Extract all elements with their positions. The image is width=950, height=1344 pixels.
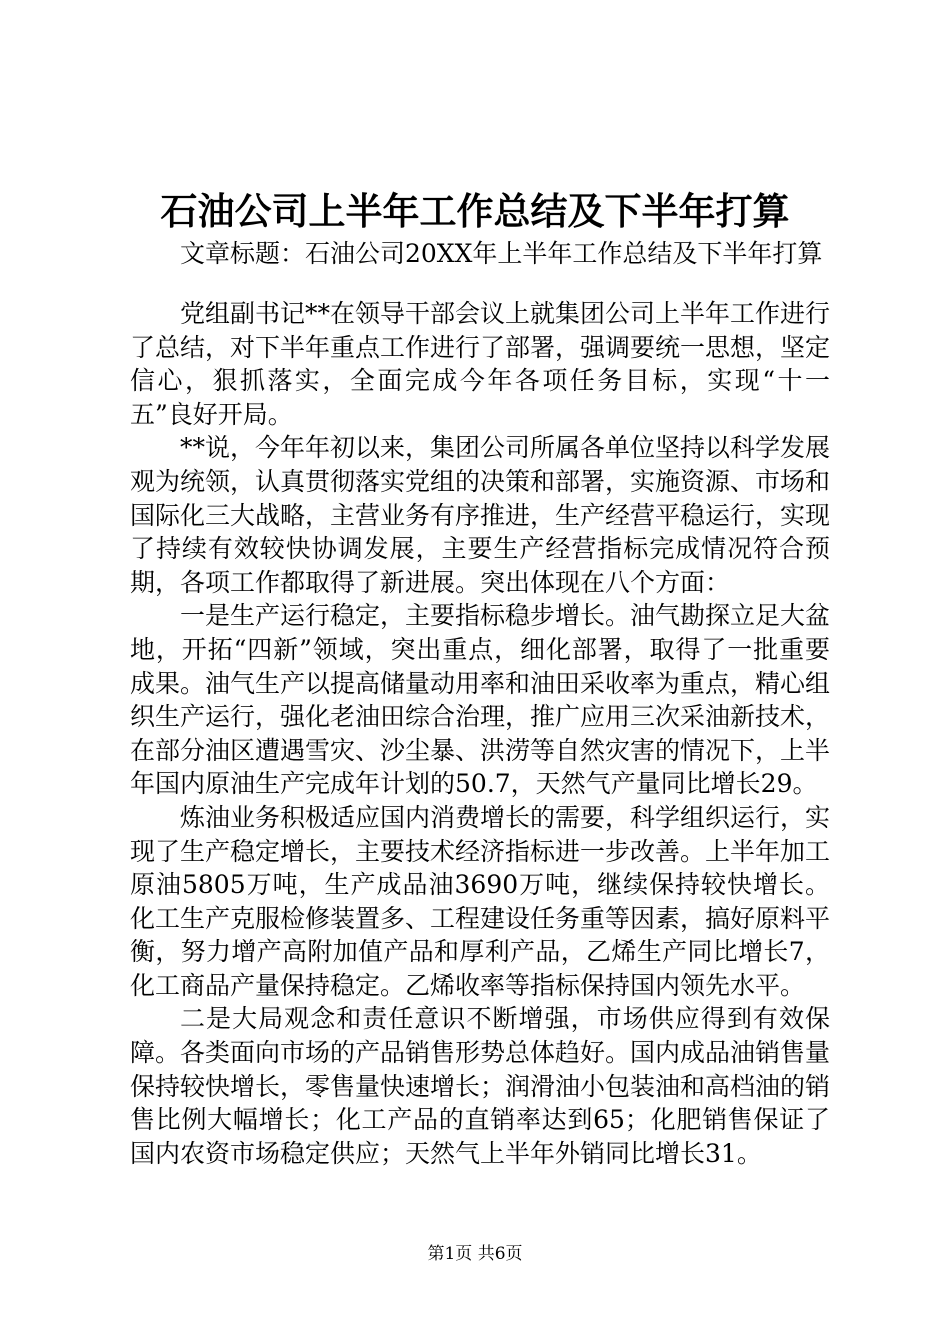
paragraph: 二是大局观念和责任意识不断增强，市场供应得到有效保障。各类面向市场的产品销售形势总体趋好。国内成品油销售量保持较快增长，零售量快速增长；润滑油小包装油和高档油的销售比例大幅增长；化工产品的直销率达到65；化肥销售保证了国内农资市场稳定供应；天然气上半年外销同比增长31。 [130,1004,831,1168]
paragraph: 党组副书记**在领导干部会议上就集团公司上半年工作进行了总结，对下半年重点工作进行了部署，强调要统一思想，坚定信心，狠抓落实，全面完成今年各项任务目标，实现“十一五”良好开局。 [130,299,831,429]
article-subtitle: 文章标题：石油公司20XX年上半年工作总结及下半年打算 [180,239,823,268]
document-title: 石油公司上半年工作总结及下半年打算 [160,189,790,233]
paragraph: 一是生产运行稳定，主要指标稳步增长。油气勘探立足大盆地，开拓“四新”领域，突出重点，细化部署，取得了一批重要成果。油气生产以提高储量动用率和油田采收率为重点，精心组织生产运行，强化老油田综合治理，推广应用三次采油新技术，在部分油区遭遇雪灾、沙尘暴、洪涝等自然灾害的情况下，上半年国内原油生产完成年计划的50.7，天然气产量同比增长29。 [130,601,831,799]
paragraph: **说，今年年初以来，集团公司所属各单位坚持以科学发展观为统领，认真贯彻落实党组的决策和部署，实施资源、市场和国际化三大战略，主营业务有序推进，生产经营平稳运行，实现了持续有效较快协调发展，主要生产经营指标完成情况符合预期，各项工作都取得了新进展。突出体现在八个方面： [130,433,831,597]
paragraph: 炼油业务积极适应国内消费增长的需要，科学组织运行，实现了生产稳定增长，主要技术经济指标进一步改善。上半年加工原油5805万吨，生产成品油3690万吨，继续保持较快增长。化工生产克服检修装置多、工程建设任务重等因素，搞好原料平衡，努力增产高附加值产品和厚利产品，乙烯生产同比增长7，化工商品产量保持稳定。乙烯收率等指标保持国内领先水平。 [130,802,831,1000]
document-body [130,297,830,1170]
page-number-footer: 第1页 共6页 [427,1244,523,1264]
